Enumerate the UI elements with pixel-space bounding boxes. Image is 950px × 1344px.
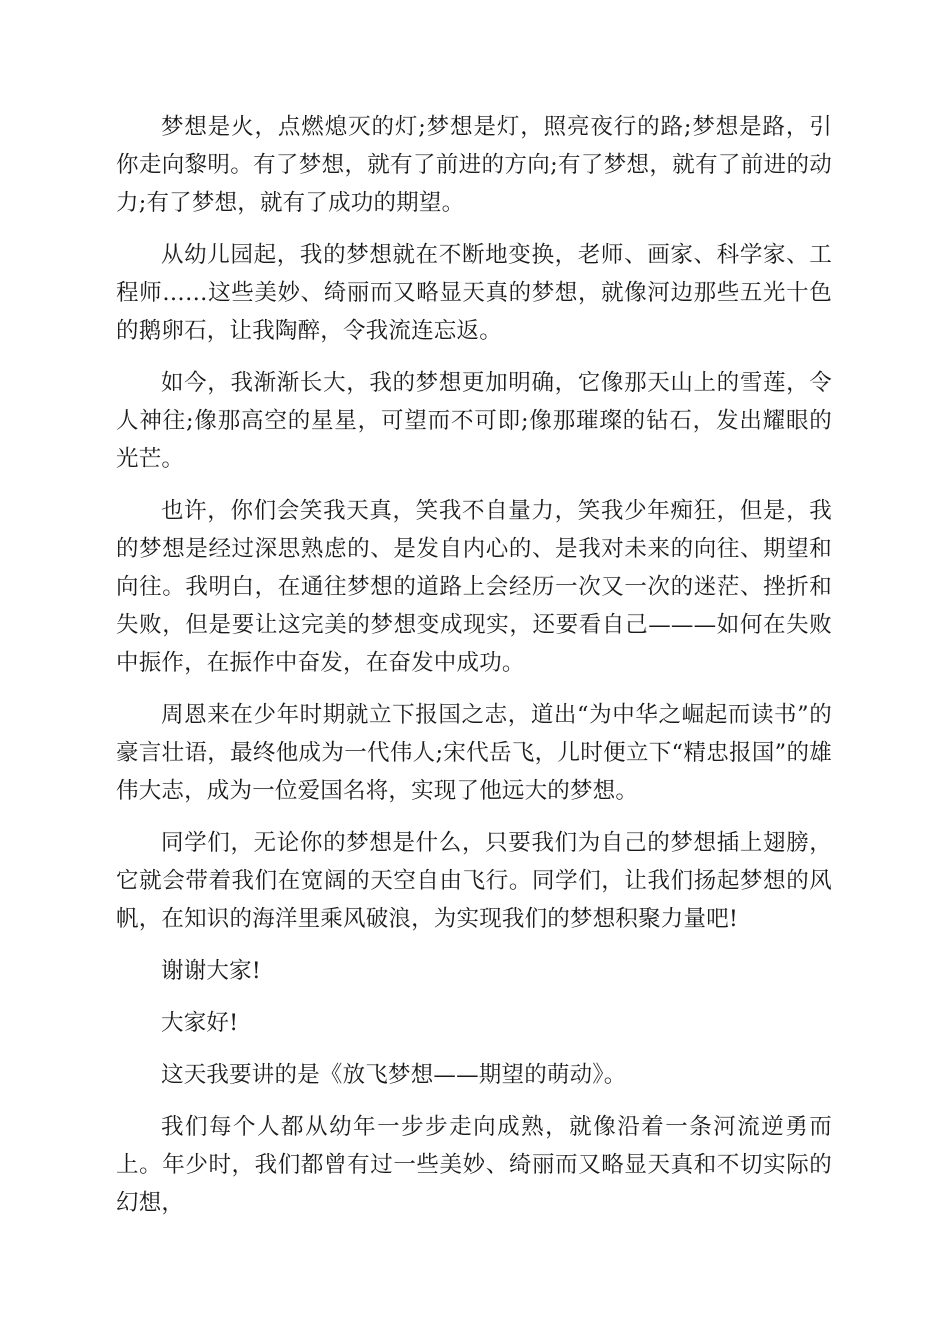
paragraph-growth-river: 我们每个人都从幼年一步步走向成熟，就像沿着一条河流逆勇而上。年少时，我们都曾有过一些美妙、绮丽而又略显天真和不切实际的幻想， xyxy=(116,1114,832,1216)
paragraph-greeting: 大家好! xyxy=(161,1010,239,1036)
paragraph-dream-metaphor: 梦想是火，点燃熄灭的灯;梦想是灯，照亮夜行的路;梦想是路，引你走向黎明。有了梦想，就有了前进的方向;有了梦想，就有了前进的动力;有了梦想，就有了成功的期望。 xyxy=(116,114,832,216)
paragraph-historical-examples: 周恩来在少年时期就立下报国之志，道出“为中华之崛起而读书”的豪言壮语，最终他成为一代伟人;宋代岳飞，儿时便立下“精忠报国”的雄伟大志，成为一位爱国名将，实现了他远大的梦想。 xyxy=(116,702,832,804)
document-body xyxy=(116,108,832,1236)
paragraph-childhood-dreams: 从幼儿园起，我的梦想就在不断地变换，老师、画家、科学家、工程师……这些美妙、绮丽而又略显天真的梦想，就像河边那些五光十色的鹅卵石，让我陶醉，令我流连忘返。 xyxy=(116,242,832,344)
paragraph-call-to-action: 同学们，无论你的梦想是什么，只要我们为自己的梦想插上翅膀，它就会带着我们在宽阔的天空自由飞行。同学们，让我们扬起梦想的风帆，在知识的海洋里乘风破浪，为实现我们的梦想积聚力量吧! xyxy=(116,830,832,932)
paragraph-growing-up: 如今，我渐渐长大，我的梦想更加明确，它像那天山上的雪莲，令人神往;像那高空的星星，可望而不可即;像那璀璨的钻石，发出耀眼的光芒。 xyxy=(116,370,832,472)
paragraph-topic: 这天我要讲的是《放飞梦想——期望的萌动》。 xyxy=(161,1062,627,1088)
paragraph-thanks: 谢谢大家! xyxy=(161,958,262,984)
paragraph-perseverance: 也许，你们会笑我天真，笑我不自量力，笑我少年痴狂，但是，我的梦想是经过深思熟虑的、是发自内心的、是我对未来的向往、期望和向往。我明白，在通往梦想的道路上会经历一次又一次的迷茫、挫折和失败，但是要让这完美的梦想变成现实，还要看自己———如何在失败中振作，在振作中奋发，在奋发中成功。 xyxy=(116,498,832,676)
